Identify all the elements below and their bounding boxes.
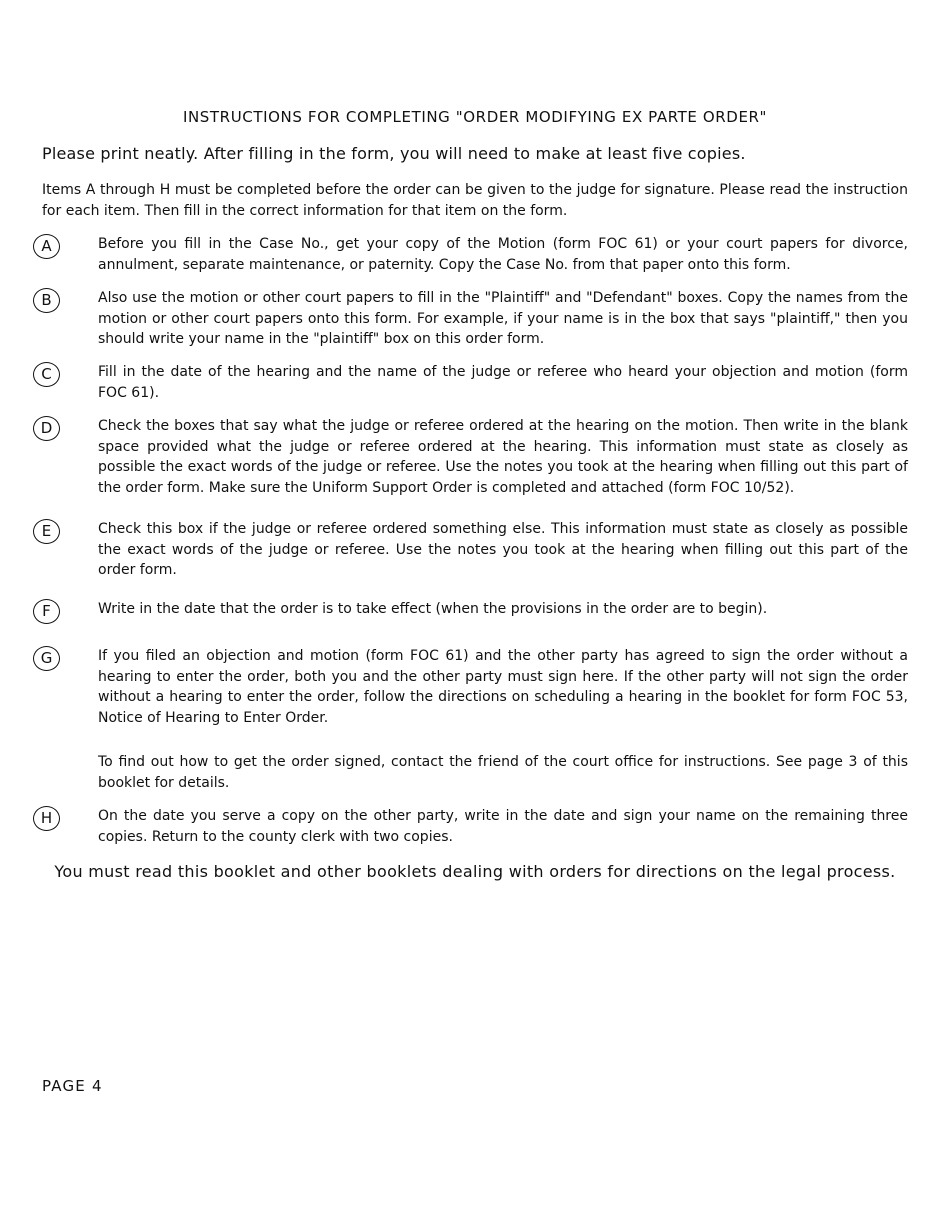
page-number: PAGE 4 (42, 1077, 103, 1095)
closing-note: You must read this booklet and other booklets dealing with orders for directions on the legal process. (54, 862, 896, 881)
item-paragraph: On the date you serve a copy on the other party, write in the date and sign your name on the remaining three copies. Return to the county clerk with two copies. (98, 808, 908, 845)
print-neatly-note: Please print neatly. After filling in the form, you will need to make at least five copies. (42, 144, 746, 163)
document-title: INSTRUCTIONS FOR COMPLETING "ORDER MODIFYING EX PARTE ORDER" (182, 108, 768, 126)
item-letter-badge: G (33, 646, 60, 671)
item-text (98, 599, 908, 620)
item-text (98, 646, 908, 793)
item-text (98, 416, 908, 498)
item-text (98, 519, 908, 581)
item-letter-badge: A (33, 234, 60, 259)
item-text (98, 806, 908, 847)
item-paragraph: Check the boxes that say what the judge or referee ordered at the hearing on the motion. Then write in the blank space provided what the judge or referee ordered at the hearing. This information must state as closely as possible the exact words of the judge or referee. Use the notes you took at the hearing when filling out this part of the order form. Make sure the Uniform Support Order is completed and attached (form FOC 10/52). (98, 418, 908, 496)
item-letter-badge: B (33, 288, 60, 313)
item-letter-badge: C (33, 362, 60, 387)
item-letter-badge: F (33, 599, 60, 624)
item-paragraph: Fill in the date of the hearing and the name of the judge or referee who heard your objection and motion (form FOC 61). (98, 364, 908, 401)
item-letter-badge: E (33, 519, 60, 544)
item-paragraph: If you filed an objection and motion (form FOC 61) and the other party has agreed to sign the order without a hearing to enter the order, both you and the other party must sign here. If the other party will not sign the order without a hearing to enter the order, follow the directions on scheduling a hearing in the booklet for form FOC 53, Notice of Hearing to Enter Order. (98, 648, 908, 726)
item-text (98, 362, 908, 403)
item-paragraph: Before you fill in the Case No., get your copy of the Motion (form FOC 61) or your court papers for divorce, annulment, separate maintenance, or paternity. Copy the Case No. from that paper onto this form. (98, 236, 908, 273)
item-paragraph: To find out how to get the order signed, contact the friend of the court office for instructions. See page 3 of this booklet for details. (98, 754, 908, 791)
item-paragraph: Also use the motion or other court papers to fill in the "Plaintiff" and "Defendant" boxes. Copy the names from the motion or other court papers onto this form. For example, if your name is in the box that says "plaintiff," then you should write your name in the "plaintiff" box on this order form. (98, 290, 908, 347)
item-paragraph: Check this box if the judge or referee ordered something else. This information must state as closely as possible the exact words of the judge or referee. Use the notes you took at the hearing when filling out this part of the order form. (98, 521, 908, 578)
item-text (98, 288, 908, 350)
item-text (98, 234, 908, 275)
item-letter-badge: H (33, 806, 60, 831)
item-paragraph: Write in the date that the order is to take effect (when the provisions in the order are to begin). (98, 601, 768, 617)
item-letter-badge: D (33, 416, 60, 441)
intro-paragraph: Items A through H must be completed before the order can be given to the judge for signature. Please read the instruction for each item. Then fill in the correct information for that item on the form. (42, 182, 908, 219)
